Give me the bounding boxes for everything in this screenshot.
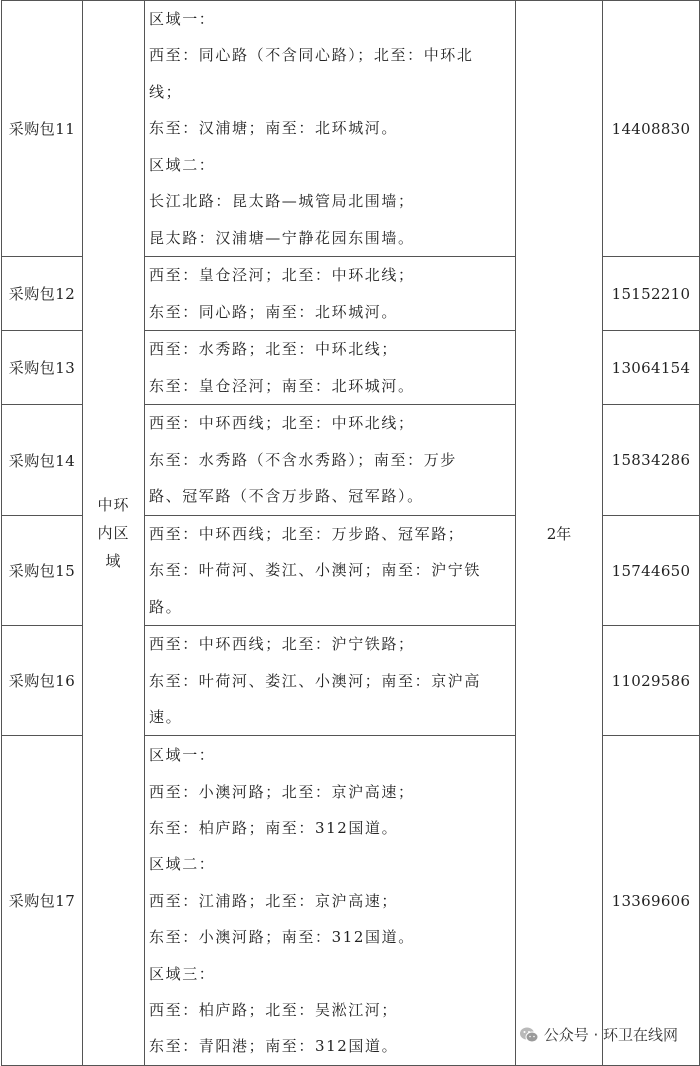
budget-amount: 11029586	[603, 626, 700, 736]
service-term: 2年	[516, 1, 603, 1066]
package-name: 采购包13	[2, 331, 83, 405]
watermark	[519, 1024, 678, 1045]
table-row	[2, 1, 700, 257]
boundary-description: 西至：中环西线；北至：万步路、冠军路； 东至：叶荷河、娄江、小澳河；南至：沪宁铁 路。	[145, 516, 516, 626]
budget-amount: 15744650	[603, 516, 700, 626]
procurement-table	[1, 0, 700, 1066]
package-name: 采购包11	[2, 1, 83, 257]
budget-amount: 15152210	[603, 257, 700, 331]
boundary-description: 西至：中环西线；北至：沪宁铁路； 东至：叶荷河、娄江、小澳河；南至：京沪高 速。	[145, 626, 516, 736]
boundary-description: 区域一： 西至：同心路（不含同心路）；北至：中环北 线； 东至：汉浦塘；南至：北环城河。 区域二： 长江北路：昆太路—城管局北围墙； 昆太路：汉浦塘—宁静花园东围墙。	[145, 1, 516, 257]
package-name: 采购包14	[2, 405, 83, 516]
boundary-description: 西至：皇仓泾河；北至：中环北线； 东至：同心路；南至：北环城河。	[145, 257, 516, 331]
watermark-text: 公众号 · 环卫在线网	[543, 1026, 678, 1044]
package-name: 采购包15	[2, 516, 83, 626]
boundary-description: 区域一： 西至：小澳河路；北至：京沪高速； 东至：柏庐路；南至：312国道。 区域二： 西至：江浦路；北至：京沪高速； 东至：小澳河路；南至：312国道。 区域三： 西至：柏庐路；北至：吴淞江河； 东至：青阳港；南至：312国道。	[145, 736, 516, 1066]
package-name: 采购包12	[2, 257, 83, 331]
area-cell	[83, 1, 145, 1066]
budget-amount: 13369606	[603, 736, 700, 1066]
boundary-description: 西至：水秀路；北至：中环北线； 东至：皇仓泾河；南至：北环城河。	[145, 331, 516, 405]
budget-amount: 13064154	[603, 331, 700, 405]
package-name: 采购包16	[2, 626, 83, 736]
budget-amount: 15834286	[603, 405, 700, 516]
boundary-description: 西至：中环西线；北至：中环北线； 东至：水秀路（不含水秀路）；南至：万步 路、冠军路（不含万步路、冠军路）。	[145, 405, 516, 516]
budget-amount: 14408830	[603, 1, 700, 257]
package-name: 采购包17	[2, 736, 83, 1066]
wechat-icon	[519, 1025, 539, 1045]
area-name: 中环内区域	[97, 496, 130, 571]
